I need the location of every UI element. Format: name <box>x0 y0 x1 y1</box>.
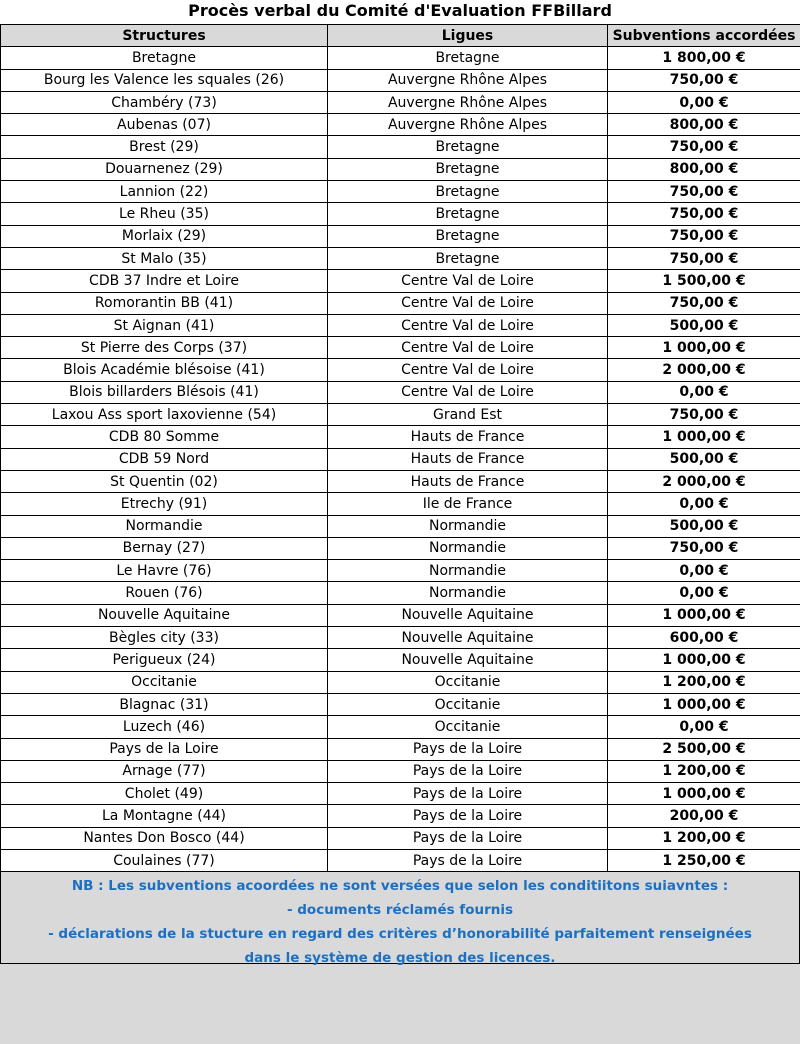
table-row <box>1 337 800 359</box>
structure-cell: Laxou Ass sport laxovienne (54) <box>1 404 328 426</box>
ligue-cell: Pays de la Loire <box>328 760 608 782</box>
table-body <box>1 47 800 872</box>
amount-cell: 2 500,00 € <box>608 738 800 760</box>
header-subventions: Subventions accordées <box>608 25 800 47</box>
table-row <box>1 849 800 871</box>
amount-cell: 500,00 € <box>608 314 800 336</box>
structure-cell: Blois billarders Blésois (41) <box>1 381 328 403</box>
table-row <box>1 247 800 269</box>
note-line: - documents réclamés fournis <box>286 902 514 919</box>
amount-cell: 1 500,00 € <box>608 270 800 292</box>
amount-cell: 0,00 € <box>608 560 800 582</box>
structure-cell: Nantes Don Bosco (44) <box>1 827 328 849</box>
amount-cell: 1 250,00 € <box>608 849 800 871</box>
ligue-cell: Pays de la Loire <box>328 783 608 805</box>
amount-cell: 0,00 € <box>608 493 800 515</box>
structure-cell: Brest (29) <box>1 136 328 158</box>
amount-cell: 750,00 € <box>608 247 800 269</box>
table-row <box>1 381 800 403</box>
ligue-cell: Ile de France <box>328 493 608 515</box>
table-row <box>1 359 800 381</box>
table-row <box>1 783 800 805</box>
structure-cell: Bernay (27) <box>1 537 328 559</box>
table-row <box>1 827 800 849</box>
amount-cell: 750,00 € <box>608 537 800 559</box>
structure-cell: St Pierre des Corps (37) <box>1 337 328 359</box>
ligue-cell: Normandie <box>328 582 608 604</box>
structure-cell: Luzech (46) <box>1 716 328 738</box>
table-row <box>1 69 800 91</box>
structure-cell: St Quentin (02) <box>1 470 328 492</box>
structure-cell: Coulaines (77) <box>1 849 328 871</box>
structure-cell: Le Havre (76) <box>1 560 328 582</box>
amount-cell: 1 200,00 € <box>608 827 800 849</box>
table-row <box>1 560 800 582</box>
table-row <box>1 426 800 448</box>
table-row <box>1 805 800 827</box>
structure-cell: Occitanie <box>1 671 328 693</box>
table-row <box>1 314 800 336</box>
amount-cell: 500,00 € <box>608 448 800 470</box>
structure-cell: Nouvelle Aquitaine <box>1 604 328 626</box>
ligue-cell: Centre Val de Loire <box>328 337 608 359</box>
note-line: NB : Les subventions acoordées ne sont versées que selon les conditiitons suiavntes : <box>71 878 729 895</box>
ligue-cell: Grand Est <box>328 404 608 426</box>
note-box <box>0 872 800 967</box>
header-structures: Structures <box>1 25 328 47</box>
ligue-cell: Nouvelle Aquitaine <box>328 604 608 626</box>
table-row <box>1 114 800 136</box>
structure-cell: St Malo (35) <box>1 247 328 269</box>
ligue-cell: Bretagne <box>328 181 608 203</box>
ligue-cell: Pays de la Loire <box>328 738 608 760</box>
ligue-cell: Bretagne <box>328 158 608 180</box>
structure-cell: CDB 59 Nord <box>1 448 328 470</box>
ligue-cell: Occitanie <box>328 716 608 738</box>
amount-cell: 750,00 € <box>608 225 800 247</box>
ligue-cell: Nouvelle Aquitaine <box>328 649 608 671</box>
ligue-cell: Auvergne Rhône Alpes <box>328 91 608 113</box>
table-row <box>1 448 800 470</box>
note-line: - déclarations de la stucture en regard des critères d’honorabilité parfaitement renseignées <box>48 926 752 943</box>
structure-cell: Romorantin BB (41) <box>1 292 328 314</box>
structure-cell: Normandie <box>1 515 328 537</box>
table-row <box>1 649 800 671</box>
amount-cell: 750,00 € <box>608 292 800 314</box>
ligue-cell: Bretagne <box>328 47 608 69</box>
ligue-cell: Bretagne <box>328 225 608 247</box>
table-row <box>1 716 800 738</box>
table-row <box>1 738 800 760</box>
structure-cell: Bretagne <box>1 47 328 69</box>
structure-cell: St Aignan (41) <box>1 314 328 336</box>
amount-cell: 1 000,00 € <box>608 426 800 448</box>
ligue-cell: Centre Val de Loire <box>328 270 608 292</box>
table-row <box>1 515 800 537</box>
table-row <box>1 270 800 292</box>
amount-cell: 0,00 € <box>608 91 800 113</box>
table-row <box>1 627 800 649</box>
amount-cell: 1 200,00 € <box>608 760 800 782</box>
table-row <box>1 604 800 626</box>
ligue-cell: Occitanie <box>328 693 608 715</box>
ligue-cell: Pays de la Loire <box>328 805 608 827</box>
header-ligues: Ligues <box>328 25 608 47</box>
ligue-cell: Normandie <box>328 515 608 537</box>
amount-cell: 200,00 € <box>608 805 800 827</box>
amount-cell: 1 200,00 € <box>608 671 800 693</box>
amount-cell: 1 000,00 € <box>608 604 800 626</box>
ligue-cell: Pays de la Loire <box>328 849 608 871</box>
table-row <box>1 181 800 203</box>
structure-cell: Cholet (49) <box>1 783 328 805</box>
amount-cell: 500,00 € <box>608 515 800 537</box>
structure-cell: Le Rheu (35) <box>1 203 328 225</box>
structure-cell: Rouen (76) <box>1 582 328 604</box>
structure-cell: CDB 37 Indre et Loire <box>1 270 328 292</box>
ligue-cell: Normandie <box>328 560 608 582</box>
structure-cell: Blois Académie blésoise (41) <box>1 359 328 381</box>
structure-cell: Bègles city (33) <box>1 627 328 649</box>
ligue-cell: Pays de la Loire <box>328 827 608 849</box>
amount-cell: 750,00 € <box>608 181 800 203</box>
amount-cell: 750,00 € <box>608 69 800 91</box>
amount-cell: 2 000,00 € <box>608 470 800 492</box>
amount-cell: 2 000,00 € <box>608 359 800 381</box>
structure-cell: Blagnac (31) <box>1 693 328 715</box>
amount-cell: 750,00 € <box>608 203 800 225</box>
structure-cell: Pays de la Loire <box>1 738 328 760</box>
table-row <box>1 225 800 247</box>
table-row <box>1 404 800 426</box>
ligue-cell: Centre Val de Loire <box>328 314 608 336</box>
ligue-cell: Normandie <box>328 537 608 559</box>
structure-cell: Arnage (77) <box>1 760 328 782</box>
ligue-cell: Auvergne Rhône Alpes <box>328 114 608 136</box>
amount-cell: 750,00 € <box>608 404 800 426</box>
ligue-cell: Auvergne Rhône Alpes <box>328 69 608 91</box>
ligue-cell: Bretagne <box>328 203 608 225</box>
table-row <box>1 537 800 559</box>
structure-cell: Chambéry (73) <box>1 91 328 113</box>
structure-cell: La Montagne (44) <box>1 805 328 827</box>
table-row <box>1 203 800 225</box>
table-row <box>1 493 800 515</box>
ligue-cell: Centre Val de Loire <box>328 359 608 381</box>
ligue-cell: Hauts de France <box>328 426 608 448</box>
table-row <box>1 671 800 693</box>
structure-cell: Douarnenez (29) <box>1 158 328 180</box>
document-title: Procès verbal du Comité d'Evaluation FFBillard <box>0 0 800 24</box>
table-row <box>1 760 800 782</box>
table-row <box>1 158 800 180</box>
amount-cell: 800,00 € <box>608 158 800 180</box>
structure-cell: Morlaix (29) <box>1 225 328 247</box>
ligue-cell: Nouvelle Aquitaine <box>328 627 608 649</box>
amount-cell: 1 000,00 € <box>608 693 800 715</box>
amount-cell: 1 000,00 € <box>608 783 800 805</box>
structure-cell: Perigueux (24) <box>1 649 328 671</box>
ligue-cell: Centre Val de Loire <box>328 292 608 314</box>
table-row <box>1 693 800 715</box>
structure-cell: Aubenas (07) <box>1 114 328 136</box>
table-header-row <box>1 25 800 47</box>
amount-cell: 800,00 € <box>608 114 800 136</box>
amount-cell: 0,00 € <box>608 381 800 403</box>
structure-cell: Etrechy (91) <box>1 493 328 515</box>
amount-cell: 1 000,00 € <box>608 337 800 359</box>
subsidies-table <box>0 24 800 872</box>
amount-cell: 750,00 € <box>608 136 800 158</box>
amount-cell: 0,00 € <box>608 716 800 738</box>
table-row <box>1 91 800 113</box>
table-row <box>1 47 800 69</box>
table-row <box>1 136 800 158</box>
ligue-cell: Bretagne <box>328 247 608 269</box>
amount-cell: 600,00 € <box>608 627 800 649</box>
ligue-cell: Bretagne <box>328 136 608 158</box>
ligue-cell: Hauts de France <box>328 470 608 492</box>
ligue-cell: Centre Val de Loire <box>328 381 608 403</box>
amount-cell: 0,00 € <box>608 582 800 604</box>
table-row <box>1 470 800 492</box>
amount-cell: 1 800,00 € <box>608 47 800 69</box>
structure-cell: CDB 80 Somme <box>1 426 328 448</box>
table-row <box>1 292 800 314</box>
amount-cell: 1 000,00 € <box>608 649 800 671</box>
ligue-cell: Occitanie <box>328 671 608 693</box>
note-line: dans le système de gestion des licences. <box>244 950 556 967</box>
ligue-cell: Hauts de France <box>328 448 608 470</box>
table-row <box>1 582 800 604</box>
structure-cell: Lannion (22) <box>1 181 328 203</box>
structure-cell: Bourg les Valence les squales (26) <box>1 69 328 91</box>
